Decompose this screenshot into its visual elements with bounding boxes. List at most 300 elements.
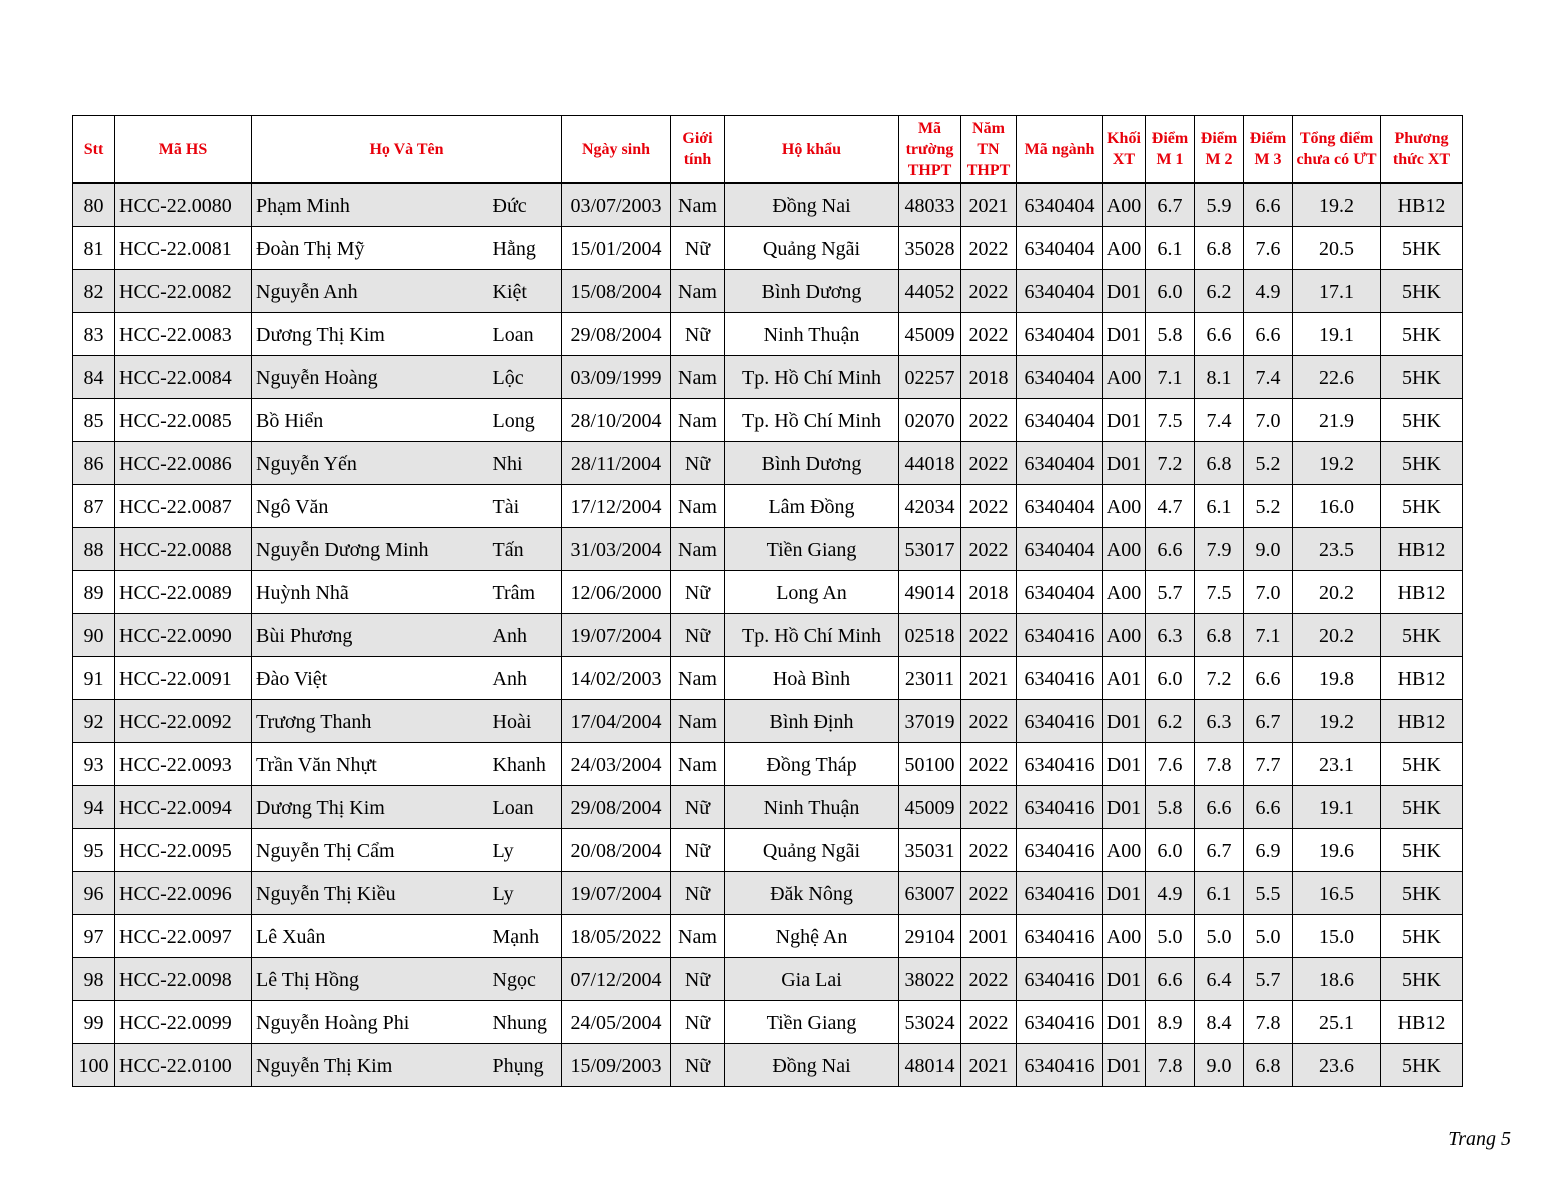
cell-ten: Long xyxy=(489,399,562,442)
cell-khoi-xt: D01 xyxy=(1103,442,1146,485)
cell-gioi-tinh: Nam xyxy=(671,356,725,399)
cell-diem-m2: 6.3 xyxy=(1195,700,1244,743)
cell-gioi-tinh: Nam xyxy=(671,485,725,528)
table-row xyxy=(73,915,1463,958)
cell-ten: Mạnh xyxy=(489,915,562,958)
cell-ma-hs: HCC-22.0081 xyxy=(115,227,252,270)
cell-tong-diem: 18.6 xyxy=(1293,958,1381,1001)
cell-ten: Tài xyxy=(489,485,562,528)
table-row xyxy=(73,528,1463,571)
cell-ngay-sinh: 29/08/2004 xyxy=(562,313,671,356)
cell-gioi-tinh: Nữ xyxy=(671,442,725,485)
header-ngay-sinh: Ngày sinh xyxy=(562,116,671,184)
cell-ma-truong: 48033 xyxy=(899,183,961,227)
cell-diem-m1: 6.0 xyxy=(1146,829,1195,872)
cell-phuong-thuc: 5HK xyxy=(1381,829,1463,872)
cell-diem-m1: 7.6 xyxy=(1146,743,1195,786)
cell-ma-nganh: 6340416 xyxy=(1017,1001,1103,1044)
cell-nam-tn: 2022 xyxy=(961,270,1017,313)
cell-ngay-sinh: 03/09/1999 xyxy=(562,356,671,399)
cell-ho: Nguyễn Dương Minh xyxy=(252,528,489,571)
header-diem-m1: Điểm M 1 xyxy=(1146,116,1195,184)
cell-ma-hs: HCC-22.0087 xyxy=(115,485,252,528)
cell-khoi-xt: D01 xyxy=(1103,958,1146,1001)
cell-diem-m3: 4.9 xyxy=(1244,270,1293,313)
header-khoi-xt: Khối XT xyxy=(1103,116,1146,184)
cell-ho-khau: Tp. Hồ Chí Minh xyxy=(725,399,899,442)
cell-stt: 80 xyxy=(73,183,115,227)
cell-ma-nganh: 6340416 xyxy=(1017,614,1103,657)
cell-diem-m2: 9.0 xyxy=(1195,1044,1244,1087)
cell-tong-diem: 16.0 xyxy=(1293,485,1381,528)
cell-diem-m1: 5.8 xyxy=(1146,313,1195,356)
cell-phuong-thuc: 5HK xyxy=(1381,356,1463,399)
cell-phuong-thuc: 5HK xyxy=(1381,958,1463,1001)
cell-diem-m2: 6.1 xyxy=(1195,872,1244,915)
cell-ho-khau: Tp. Hồ Chí Minh xyxy=(725,614,899,657)
cell-diem-m3: 6.6 xyxy=(1244,657,1293,700)
table-row xyxy=(73,657,1463,700)
cell-ma-hs: HCC-22.0099 xyxy=(115,1001,252,1044)
cell-diem-m2: 7.9 xyxy=(1195,528,1244,571)
cell-ten: Ly xyxy=(489,872,562,915)
header-nam-tn: Năm TN THPT xyxy=(961,116,1017,184)
cell-ho: Nguyễn Hoàng xyxy=(252,356,489,399)
cell-ma-hs: HCC-22.0089 xyxy=(115,571,252,614)
cell-stt: 97 xyxy=(73,915,115,958)
cell-diem-m3: 5.5 xyxy=(1244,872,1293,915)
cell-ten: Nhi xyxy=(489,442,562,485)
table-header-row xyxy=(73,116,1463,184)
cell-stt: 100 xyxy=(73,1044,115,1087)
cell-khoi-xt: A00 xyxy=(1103,528,1146,571)
cell-ma-nganh: 6340404 xyxy=(1017,399,1103,442)
cell-gioi-tinh: Nam xyxy=(671,657,725,700)
cell-diem-m3: 6.6 xyxy=(1244,313,1293,356)
cell-phuong-thuc: 5HK xyxy=(1381,786,1463,829)
cell-diem-m1: 7.2 xyxy=(1146,442,1195,485)
cell-nam-tn: 2022 xyxy=(961,786,1017,829)
cell-tong-diem: 25.1 xyxy=(1293,1001,1381,1044)
cell-ten: Kiệt xyxy=(489,270,562,313)
cell-diem-m3: 7.8 xyxy=(1244,1001,1293,1044)
cell-diem-m3: 6.8 xyxy=(1244,1044,1293,1087)
header-diem-m2: Điểm M 2 xyxy=(1195,116,1244,184)
cell-diem-m2: 5.9 xyxy=(1195,183,1244,227)
cell-diem-m1: 6.7 xyxy=(1146,183,1195,227)
cell-ma-nganh: 6340404 xyxy=(1017,227,1103,270)
cell-gioi-tinh: Nam xyxy=(671,183,725,227)
cell-ma-truong: 29104 xyxy=(899,915,961,958)
cell-ma-hs: HCC-22.0098 xyxy=(115,958,252,1001)
page-number: Trang 5 xyxy=(1448,1128,1511,1150)
cell-phuong-thuc: 5HK xyxy=(1381,399,1463,442)
cell-ma-truong: 02518 xyxy=(899,614,961,657)
cell-khoi-xt: A00 xyxy=(1103,227,1146,270)
cell-ma-truong: 35028 xyxy=(899,227,961,270)
cell-ma-hs: HCC-22.0093 xyxy=(115,743,252,786)
cell-ten: Ly xyxy=(489,829,562,872)
cell-tong-diem: 21.9 xyxy=(1293,399,1381,442)
cell-ngay-sinh: 17/12/2004 xyxy=(562,485,671,528)
cell-diem-m2: 6.1 xyxy=(1195,485,1244,528)
cell-ho-khau: Long An xyxy=(725,571,899,614)
cell-ma-truong: 44018 xyxy=(899,442,961,485)
cell-ma-nganh: 6340416 xyxy=(1017,829,1103,872)
table-row xyxy=(73,313,1463,356)
cell-ma-nganh: 6340416 xyxy=(1017,743,1103,786)
cell-ho: Ngô Văn xyxy=(252,485,489,528)
cell-ho-khau: Bình Dương xyxy=(725,270,899,313)
cell-phuong-thuc: 5HK xyxy=(1381,442,1463,485)
cell-phuong-thuc: 5HK xyxy=(1381,872,1463,915)
cell-diem-m3: 6.6 xyxy=(1244,183,1293,227)
table-row xyxy=(73,399,1463,442)
cell-tong-diem: 19.1 xyxy=(1293,786,1381,829)
cell-gioi-tinh: Nam xyxy=(671,399,725,442)
table-row xyxy=(73,743,1463,786)
cell-diem-m2: 6.8 xyxy=(1195,227,1244,270)
cell-diem-m1: 4.7 xyxy=(1146,485,1195,528)
cell-ho: Nguyễn Thị Cẩm xyxy=(252,829,489,872)
cell-diem-m3: 7.6 xyxy=(1244,227,1293,270)
cell-ho-khau: Bình Định xyxy=(725,700,899,743)
cell-ho-khau: Quảng Ngãi xyxy=(725,829,899,872)
cell-ngay-sinh: 31/03/2004 xyxy=(562,528,671,571)
cell-nam-tn: 2022 xyxy=(961,958,1017,1001)
cell-ho: Nguyễn Thị Kiều xyxy=(252,872,489,915)
cell-ma-truong: 38022 xyxy=(899,958,961,1001)
cell-ma-truong: 44052 xyxy=(899,270,961,313)
cell-ten: Hằng xyxy=(489,227,562,270)
header-ma-truong: Mã trường THPT xyxy=(899,116,961,184)
cell-diem-m3: 6.7 xyxy=(1244,700,1293,743)
cell-diem-m1: 7.1 xyxy=(1146,356,1195,399)
cell-gioi-tinh: Nữ xyxy=(671,571,725,614)
cell-ma-hs: HCC-22.0085 xyxy=(115,399,252,442)
cell-ho: Trương Thanh xyxy=(252,700,489,743)
cell-tong-diem: 19.2 xyxy=(1293,700,1381,743)
cell-ho-khau: Quảng Ngãi xyxy=(725,227,899,270)
cell-ten: Trâm xyxy=(489,571,562,614)
cell-khoi-xt: A00 xyxy=(1103,356,1146,399)
cell-khoi-xt: A00 xyxy=(1103,571,1146,614)
cell-gioi-tinh: Nam xyxy=(671,915,725,958)
cell-khoi-xt: A00 xyxy=(1103,183,1146,227)
cell-stt: 88 xyxy=(73,528,115,571)
cell-ho: Nguyễn Hoàng Phi xyxy=(252,1001,489,1044)
cell-diem-m1: 6.1 xyxy=(1146,227,1195,270)
cell-diem-m2: 6.6 xyxy=(1195,786,1244,829)
cell-ten: Ngọc xyxy=(489,958,562,1001)
cell-gioi-tinh: Nữ xyxy=(671,1044,725,1087)
cell-gioi-tinh: Nữ xyxy=(671,227,725,270)
cell-diem-m1: 5.7 xyxy=(1146,571,1195,614)
cell-diem-m1: 5.8 xyxy=(1146,786,1195,829)
cell-nam-tn: 2022 xyxy=(961,227,1017,270)
cell-phuong-thuc: HB12 xyxy=(1381,1001,1463,1044)
cell-stt: 95 xyxy=(73,829,115,872)
cell-stt: 91 xyxy=(73,657,115,700)
cell-ho: Huỳnh Nhã xyxy=(252,571,489,614)
cell-stt: 86 xyxy=(73,442,115,485)
cell-ho: Nguyễn Yến xyxy=(252,442,489,485)
cell-ho-khau: Đồng Nai xyxy=(725,1044,899,1087)
cell-nam-tn: 2022 xyxy=(961,614,1017,657)
header-ma-nganh: Mã ngành xyxy=(1017,116,1103,184)
cell-ma-hs: HCC-22.0080 xyxy=(115,183,252,227)
cell-gioi-tinh: Nữ xyxy=(671,958,725,1001)
cell-nam-tn: 2021 xyxy=(961,183,1017,227)
cell-stt: 98 xyxy=(73,958,115,1001)
cell-khoi-xt: D01 xyxy=(1103,872,1146,915)
table-row xyxy=(73,183,1463,227)
cell-phuong-thuc: HB12 xyxy=(1381,528,1463,571)
cell-ho: Bồ Hiển xyxy=(252,399,489,442)
cell-ma-hs: HCC-22.0091 xyxy=(115,657,252,700)
cell-gioi-tinh: Nam xyxy=(671,270,725,313)
cell-tong-diem: 19.2 xyxy=(1293,183,1381,227)
header-ho-khau: Hộ khẩu xyxy=(725,116,899,184)
cell-gioi-tinh: Nữ xyxy=(671,786,725,829)
cell-ma-hs: HCC-22.0082 xyxy=(115,270,252,313)
student-table xyxy=(72,115,1463,1087)
cell-tong-diem: 20.5 xyxy=(1293,227,1381,270)
cell-ma-nganh: 6340404 xyxy=(1017,571,1103,614)
cell-ngay-sinh: 28/11/2004 xyxy=(562,442,671,485)
header-ma-hs: Mã HS xyxy=(115,116,252,184)
cell-ho-khau: Ninh Thuận xyxy=(725,786,899,829)
cell-ho-khau: Tp. Hồ Chí Minh xyxy=(725,356,899,399)
cell-nam-tn: 2021 xyxy=(961,1044,1017,1087)
cell-tong-diem: 15.0 xyxy=(1293,915,1381,958)
cell-ho: Dương Thị Kim xyxy=(252,313,489,356)
cell-ten: Đức xyxy=(489,183,562,227)
cell-stt: 81 xyxy=(73,227,115,270)
cell-ho: Đào Việt xyxy=(252,657,489,700)
cell-diem-m2: 6.7 xyxy=(1195,829,1244,872)
table-row xyxy=(73,571,1463,614)
cell-ma-truong: 45009 xyxy=(899,786,961,829)
cell-diem-m1: 5.0 xyxy=(1146,915,1195,958)
table-row xyxy=(73,227,1463,270)
cell-gioi-tinh: Nữ xyxy=(671,614,725,657)
header-ho-va-ten: Họ Và Tên xyxy=(252,116,562,184)
cell-ngay-sinh: 15/01/2004 xyxy=(562,227,671,270)
cell-stt: 93 xyxy=(73,743,115,786)
cell-stt: 90 xyxy=(73,614,115,657)
header-stt: Stt xyxy=(73,116,115,184)
cell-diem-m1: 6.3 xyxy=(1146,614,1195,657)
cell-ma-nganh: 6340416 xyxy=(1017,872,1103,915)
cell-tong-diem: 23.1 xyxy=(1293,743,1381,786)
cell-diem-m3: 5.2 xyxy=(1244,442,1293,485)
cell-ma-truong: 49014 xyxy=(899,571,961,614)
cell-stt: 89 xyxy=(73,571,115,614)
cell-ma-hs: HCC-22.0092 xyxy=(115,700,252,743)
cell-ho: Nguyễn Anh xyxy=(252,270,489,313)
cell-ten: Loan xyxy=(489,313,562,356)
cell-ma-nganh: 6340404 xyxy=(1017,183,1103,227)
cell-ngay-sinh: 12/06/2000 xyxy=(562,571,671,614)
cell-ho: Nguyễn Thị Kim xyxy=(252,1044,489,1087)
cell-phuong-thuc: 5HK xyxy=(1381,915,1463,958)
cell-tong-diem: 23.6 xyxy=(1293,1044,1381,1087)
cell-phuong-thuc: 5HK xyxy=(1381,270,1463,313)
table-row xyxy=(73,356,1463,399)
cell-stt: 82 xyxy=(73,270,115,313)
cell-ho: Trần Văn Nhựt xyxy=(252,743,489,786)
table-row xyxy=(73,1044,1463,1087)
cell-ten: Anh xyxy=(489,614,562,657)
cell-ma-nganh: 6340404 xyxy=(1017,485,1103,528)
cell-ma-nganh: 6340404 xyxy=(1017,270,1103,313)
cell-ma-truong: 35031 xyxy=(899,829,961,872)
cell-ngay-sinh: 28/10/2004 xyxy=(562,399,671,442)
cell-nam-tn: 2022 xyxy=(961,700,1017,743)
cell-gioi-tinh: Nữ xyxy=(671,1001,725,1044)
cell-diem-m1: 8.9 xyxy=(1146,1001,1195,1044)
cell-tong-diem: 22.6 xyxy=(1293,356,1381,399)
cell-ngay-sinh: 07/12/2004 xyxy=(562,958,671,1001)
cell-diem-m1: 6.0 xyxy=(1146,657,1195,700)
cell-gioi-tinh: Nữ xyxy=(671,872,725,915)
cell-ma-nganh: 6340416 xyxy=(1017,1044,1103,1087)
cell-ma-truong: 48014 xyxy=(899,1044,961,1087)
cell-ngay-sinh: 24/03/2004 xyxy=(562,743,671,786)
table-row xyxy=(73,700,1463,743)
header-diem-m3: Điểm M 3 xyxy=(1244,116,1293,184)
cell-ten: Phụng xyxy=(489,1044,562,1087)
cell-tong-diem: 20.2 xyxy=(1293,571,1381,614)
cell-ma-truong: 53017 xyxy=(899,528,961,571)
cell-ho: Lê Thị Hồng xyxy=(252,958,489,1001)
cell-ma-truong: 23011 xyxy=(899,657,961,700)
cell-ma-nganh: 6340404 xyxy=(1017,442,1103,485)
cell-stt: 83 xyxy=(73,313,115,356)
cell-ngay-sinh: 19/07/2004 xyxy=(562,614,671,657)
cell-tong-diem: 19.2 xyxy=(1293,442,1381,485)
cell-tong-diem: 16.5 xyxy=(1293,872,1381,915)
cell-nam-tn: 2022 xyxy=(961,743,1017,786)
cell-diem-m1: 4.9 xyxy=(1146,872,1195,915)
cell-ma-hs: HCC-22.0094 xyxy=(115,786,252,829)
cell-khoi-xt: D01 xyxy=(1103,743,1146,786)
cell-ho-khau: Tiền Giang xyxy=(725,528,899,571)
cell-ma-hs: HCC-22.0083 xyxy=(115,313,252,356)
cell-nam-tn: 2022 xyxy=(961,829,1017,872)
cell-ho-khau: Ninh Thuận xyxy=(725,313,899,356)
table-row xyxy=(73,1001,1463,1044)
cell-ma-hs: HCC-22.0095 xyxy=(115,829,252,872)
cell-ho: Lê Xuân xyxy=(252,915,489,958)
cell-tong-diem: 23.5 xyxy=(1293,528,1381,571)
cell-ma-truong: 37019 xyxy=(899,700,961,743)
cell-ho-khau: Lâm Đồng xyxy=(725,485,899,528)
cell-diem-m2: 6.8 xyxy=(1195,442,1244,485)
cell-ten: Khanh xyxy=(489,743,562,786)
cell-ma-truong: 45009 xyxy=(899,313,961,356)
cell-tong-diem: 19.6 xyxy=(1293,829,1381,872)
cell-ma-hs: HCC-22.0084 xyxy=(115,356,252,399)
cell-diem-m2: 6.4 xyxy=(1195,958,1244,1001)
cell-tong-diem: 20.2 xyxy=(1293,614,1381,657)
cell-ma-nganh: 6340416 xyxy=(1017,786,1103,829)
cell-khoi-xt: D01 xyxy=(1103,270,1146,313)
cell-diem-m2: 6.2 xyxy=(1195,270,1244,313)
cell-ma-truong: 50100 xyxy=(899,743,961,786)
cell-ma-hs: HCC-22.0097 xyxy=(115,915,252,958)
cell-ten: Anh xyxy=(489,657,562,700)
cell-diem-m3: 5.7 xyxy=(1244,958,1293,1001)
cell-ten: Hoài xyxy=(489,700,562,743)
cell-diem-m3: 6.9 xyxy=(1244,829,1293,872)
cell-ten: Tấn xyxy=(489,528,562,571)
cell-khoi-xt: D01 xyxy=(1103,786,1146,829)
cell-diem-m2: 7.5 xyxy=(1195,571,1244,614)
cell-phuong-thuc: 5HK xyxy=(1381,1044,1463,1087)
cell-ngay-sinh: 24/05/2004 xyxy=(562,1001,671,1044)
cell-khoi-xt: D01 xyxy=(1103,1001,1146,1044)
cell-ho-khau: Hoà Bình xyxy=(725,657,899,700)
cell-khoi-xt: D01 xyxy=(1103,399,1146,442)
cell-ngay-sinh: 15/09/2003 xyxy=(562,1044,671,1087)
cell-stt: 99 xyxy=(73,1001,115,1044)
cell-phuong-thuc: 5HK xyxy=(1381,227,1463,270)
cell-diem-m2: 5.0 xyxy=(1195,915,1244,958)
cell-diem-m2: 8.1 xyxy=(1195,356,1244,399)
cell-khoi-xt: D01 xyxy=(1103,313,1146,356)
cell-ma-nganh: 6340404 xyxy=(1017,356,1103,399)
cell-phuong-thuc: 5HK xyxy=(1381,313,1463,356)
cell-diem-m1: 7.5 xyxy=(1146,399,1195,442)
cell-ho-khau: Tiền Giang xyxy=(725,1001,899,1044)
cell-ho-khau: Đồng Nai xyxy=(725,183,899,227)
cell-diem-m3: 6.6 xyxy=(1244,786,1293,829)
header-gioi-tinh: Giới tính xyxy=(671,116,725,184)
cell-ho-khau: Bình Dương xyxy=(725,442,899,485)
cell-khoi-xt: A01 xyxy=(1103,657,1146,700)
cell-stt: 87 xyxy=(73,485,115,528)
cell-ngay-sinh: 15/08/2004 xyxy=(562,270,671,313)
cell-ngay-sinh: 20/08/2004 xyxy=(562,829,671,872)
cell-khoi-xt: A00 xyxy=(1103,829,1146,872)
cell-nam-tn: 2022 xyxy=(961,1001,1017,1044)
cell-ngay-sinh: 17/04/2004 xyxy=(562,700,671,743)
cell-ma-hs: HCC-22.0088 xyxy=(115,528,252,571)
cell-diem-m2: 6.8 xyxy=(1195,614,1244,657)
cell-diem-m2: 7.2 xyxy=(1195,657,1244,700)
cell-diem-m1: 7.8 xyxy=(1146,1044,1195,1087)
cell-nam-tn: 2001 xyxy=(961,915,1017,958)
cell-diem-m2: 7.8 xyxy=(1195,743,1244,786)
cell-ngay-sinh: 29/08/2004 xyxy=(562,786,671,829)
cell-ma-nganh: 6340416 xyxy=(1017,700,1103,743)
cell-diem-m3: 5.2 xyxy=(1244,485,1293,528)
cell-ngay-sinh: 03/07/2003 xyxy=(562,183,671,227)
cell-ngay-sinh: 14/02/2003 xyxy=(562,657,671,700)
table-row xyxy=(73,270,1463,313)
cell-ma-hs: HCC-22.0086 xyxy=(115,442,252,485)
cell-ho-khau: Đăk Nông xyxy=(725,872,899,915)
cell-phuong-thuc: HB12 xyxy=(1381,657,1463,700)
cell-diem-m3: 7.4 xyxy=(1244,356,1293,399)
cell-ho: Bùi Phương xyxy=(252,614,489,657)
cell-khoi-xt: A00 xyxy=(1103,614,1146,657)
cell-diem-m3: 9.0 xyxy=(1244,528,1293,571)
cell-ho: Phạm Minh xyxy=(252,183,489,227)
cell-ngay-sinh: 19/07/2004 xyxy=(562,872,671,915)
